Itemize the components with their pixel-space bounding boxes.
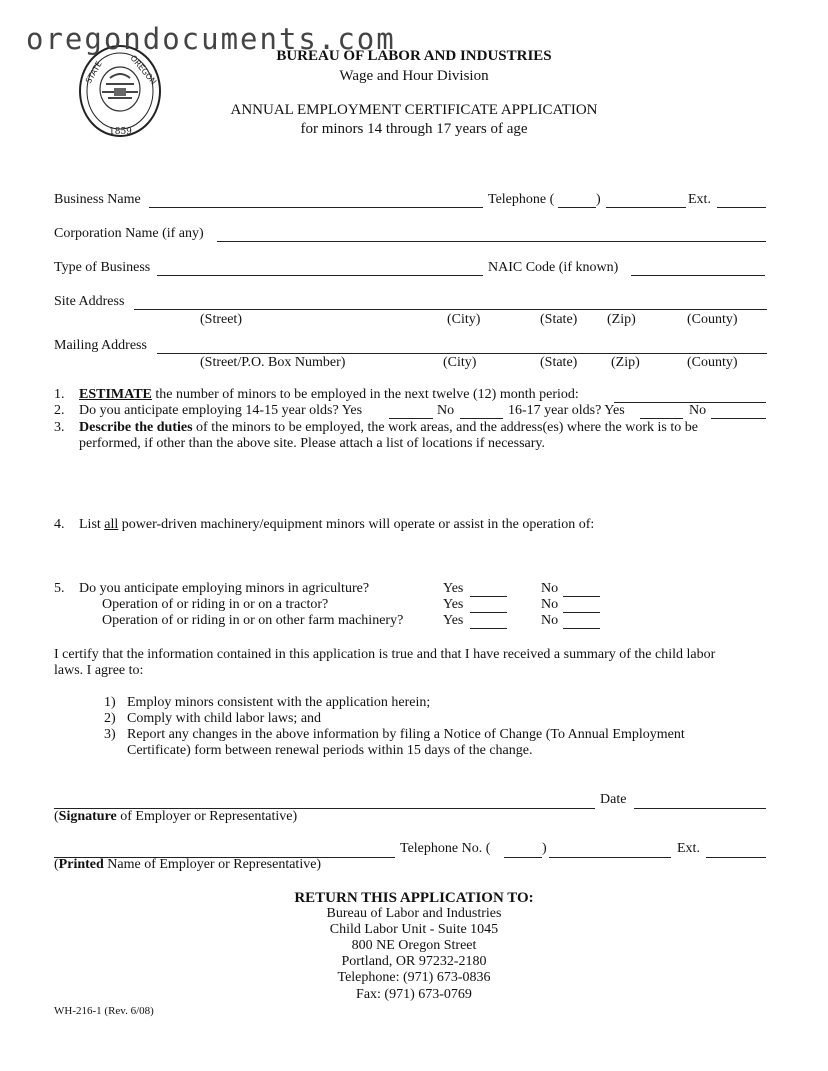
mailing-county-caption: (County) (687, 355, 738, 370)
business-name-label: Business Name (54, 192, 141, 207)
q5c-no-label: No (541, 613, 559, 628)
corporation-name-label: Corporation Name (if any) (54, 226, 204, 241)
site-zip-caption: (Zip) (607, 312, 636, 327)
employer-telephone-field[interactable] (549, 857, 671, 858)
q2-no2-label: No (689, 403, 707, 418)
agreement-2-text: Comply with child labor laws; and (127, 711, 322, 726)
mailing-zip-caption: (Zip) (611, 355, 640, 370)
agreement-1-text: Employ minors consistent with the application herein; (127, 695, 431, 710)
mailing-street-caption: (Street/P.O. Box Number) (200, 355, 346, 370)
machinery-answer-area[interactable] (79, 537, 767, 577)
employer-ext-field[interactable] (706, 857, 766, 858)
q5b-yes-field[interactable] (470, 612, 507, 613)
return-address-line: Bureau of Labor and Industries (326, 906, 502, 921)
mailing-address-label: Mailing Address (54, 338, 147, 353)
telephone-paren: ) (596, 192, 601, 207)
certification-text: I certify that the information contained in this application is true and that I have received a summary of the child labor (54, 647, 716, 662)
q2-16-17-no-field[interactable] (711, 418, 766, 419)
return-telephone: Telephone: (971) 673-0836 (337, 970, 491, 985)
employer-telephone-label: Telephone No. ( (400, 841, 491, 856)
question-5b-text: Operation of or riding in or on a tractor? (102, 597, 329, 612)
employer-area-code-field[interactable] (504, 857, 542, 858)
date-label: Date (600, 792, 627, 807)
agreement-3-text-cont: Certificate) form between renewal periods within 15 days of the change. (127, 743, 533, 758)
question-1-number: 1. (54, 387, 65, 402)
duties-answer-area[interactable] (79, 455, 767, 510)
telephone-area-code-field[interactable] (558, 207, 596, 208)
question-3-text: Describe the duties of the minors to be employed, the work areas, and the address(es) where the work is to be (79, 420, 698, 435)
site-address-label: Site Address (54, 294, 125, 309)
agreement-3-number: 3) (104, 727, 116, 742)
division-title: Wage and Hour Division (339, 68, 489, 84)
mailing-city-caption: (City) (443, 355, 477, 370)
question-3-number: 3. (54, 420, 65, 435)
agency-title: BUREAU OF LABOR AND INDUSTRIES (276, 48, 552, 64)
question-2-text: Do you anticipate employing 14-15 year olds? Yes (79, 403, 363, 418)
site-county-caption: (County) (687, 312, 738, 327)
return-address-line: Child Labor Unit - Suite 1045 (329, 922, 499, 937)
naic-code-label: NAIC Code (if known) (488, 260, 619, 275)
corporation-name-field[interactable] (217, 241, 766, 242)
question-4-text: List all power-driven machinery/equipment minors will operate or assist in the operation of: (79, 517, 595, 532)
svg-text:1859: 1859 (109, 127, 132, 137)
q5b-yes-label: Yes (443, 597, 464, 612)
form-number: WH-216-1 (Rev. 6/08) (54, 1005, 154, 1017)
type-of-business-label: Type of Business (54, 260, 151, 275)
q2-14-15-no-field[interactable] (460, 418, 503, 419)
question-2-number: 2. (54, 403, 65, 418)
q2-16-17-yes-field[interactable] (640, 418, 683, 419)
question-3-text-cont: performed, if other than the above site. Please attach a list of locations if necessary. (79, 436, 545, 451)
q5c-yes-label: Yes (443, 613, 464, 628)
agreement-2-number: 2) (104, 711, 116, 726)
q5a-no-field[interactable] (563, 596, 600, 597)
form-subtitle: for minors 14 through 17 years of age (300, 121, 528, 137)
telephone-number-field[interactable] (606, 207, 686, 208)
q5b-no-field[interactable] (563, 612, 600, 613)
q2-no-label: No (437, 403, 455, 418)
return-fax: Fax: (971) 673-0769 (356, 987, 472, 1002)
return-address-line: 800 NE Oregon Street (351, 938, 477, 953)
telephone-label: Telephone ( (488, 192, 555, 207)
agreement-3-text: Report any changes in the above information by filing a Notice of Change (To Annual Employment (127, 727, 685, 742)
ext-field[interactable] (717, 207, 766, 208)
question-1-text: ESTIMATE the number of minors to be employed in the next twelve (12) month period: (79, 387, 579, 402)
site-street-caption: (Street) (200, 312, 242, 327)
q5b-no-label: No (541, 597, 559, 612)
mailing-address-field[interactable] (157, 353, 767, 354)
svg-text:OREGON: OREGON (128, 53, 159, 87)
q5c-yes-field[interactable] (470, 628, 507, 629)
employer-telephone-paren: ) (542, 841, 547, 856)
question-5a-text: Do you anticipate employing minors in agriculture? (79, 581, 370, 596)
question-5c-text: Operation of or riding in or on other farm machinery? (102, 613, 404, 628)
q5a-no-label: No (541, 581, 559, 596)
q2-16-17-text: 16-17 year olds? Yes (508, 403, 625, 418)
q5a-yes-label: Yes (443, 581, 464, 596)
signature-caption: (Signature of Employer or Representative) (54, 809, 298, 824)
return-address-line: Portland, OR 97232-2180 (341, 954, 487, 969)
svg-text:STATE: STATE (83, 59, 104, 85)
business-name-field[interactable] (149, 207, 483, 208)
site-city-caption: (City) (447, 312, 481, 327)
certification-text-cont: laws. I agree to: (54, 663, 144, 678)
employer-ext-label: Ext. (677, 841, 700, 856)
question-5-number: 5. (54, 581, 65, 596)
q5c-no-field[interactable] (563, 628, 600, 629)
q5a-yes-field[interactable] (470, 596, 507, 597)
ext-label: Ext. (688, 192, 711, 207)
watermark: oregondocuments.com (26, 22, 396, 56)
mailing-state-caption: (State) (540, 355, 578, 370)
question-4-number: 4. (54, 517, 65, 532)
return-heading: RETURN THIS APPLICATION TO: (294, 890, 534, 906)
form-title: ANNUAL EMPLOYMENT CERTIFICATE APPLICATION (230, 102, 598, 118)
site-state-caption: (State) (540, 312, 578, 327)
site-address-field[interactable] (134, 309, 767, 310)
date-field[interactable] (634, 808, 766, 809)
type-of-business-field[interactable] (157, 275, 483, 276)
agreement-1-number: 1) (104, 695, 116, 710)
naic-code-field[interactable] (631, 275, 765, 276)
printed-name-caption: (Printed Name of Employer or Representative) (54, 857, 322, 872)
q2-14-15-yes-field[interactable] (389, 418, 433, 419)
